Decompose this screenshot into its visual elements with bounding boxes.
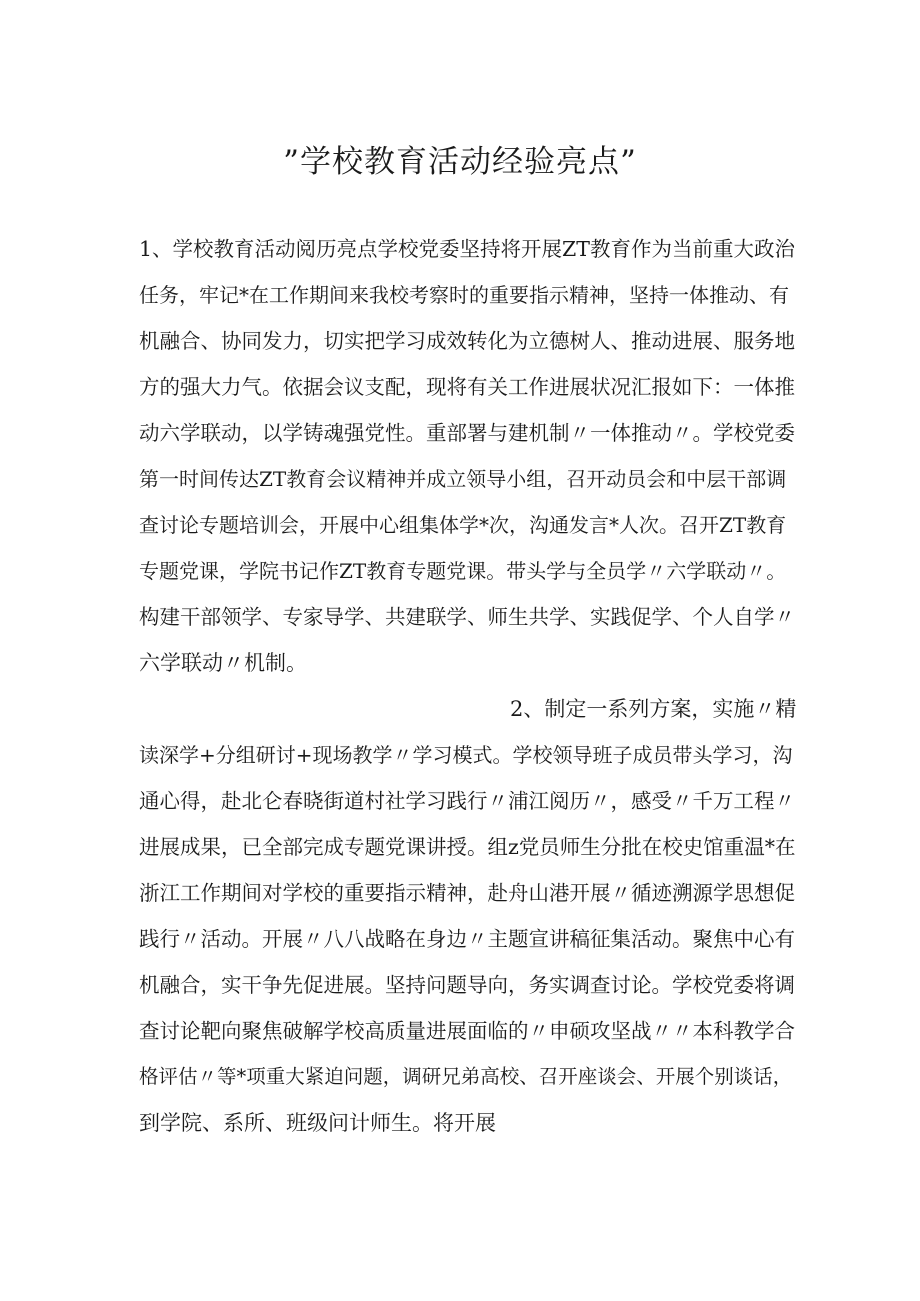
text-line: 六学联动〃机制。 [139,651,307,675]
text-line: 2、制定一系列方案，实施〃精 [510,697,797,721]
text-line: 机融合、协同发力，切实把学习成效转化为立德树人、推动进展、服务地 [139,329,795,353]
text-line: 方的强大力气。依据会议支配，现将有关工作进展状况汇报如下：一体推 [139,375,795,399]
text-line: 践行〃活动。开展〃八八战略在身边〃主题宣讲稿征集活动。聚焦中心有 [139,927,795,951]
text-line: 1、学校教育活动阅历亮点学校党委坚持将开展ZT教育作为当前重大政治 [139,237,795,261]
text-line: 通心得，赴北仑春晓街道村社学习践行〃浦江阅历〃，感受〃千万工程〃 [139,789,795,813]
text-line: 动六学联动，以学铸魂强党性。重部署与建机制〃一体推动〃。学校党委 [139,421,795,445]
text-line: 查讨论靶向聚焦破解学校高质量进展面临的〃申硕攻坚战〃〃本科教学合 [139,1019,795,1043]
text-line: 第一时间传达ZT教育会议精神并成立领导小组，召开动员会和中层干部调 [139,467,787,491]
text-line: 浙江工作期间对学校的重要指示精神，赴舟山港开展〃循迹溯源学思想促 [139,881,795,905]
text-line: 专题党课，学院书记作ZT教育专题党课。带头学与全员学〃六学联动〃。 [139,559,787,583]
text-line: 查讨论专题培训会，开展中心组集体学*次，沟通发言*人次。召开ZT教育 [139,513,787,537]
text-line: 到学院、系所、班级问计师生。将开展 [139,1111,496,1135]
text-line: 格评估〃等*项重大紧迫问题，调研兄弟高校、召开座谈会、开展个别谈话， [139,1065,793,1088]
text-line: 读深学+分组研讨+现场教学〃学习模式。学校领导班子成员带头学习，沟 [139,743,793,767]
text-line: 构建干部领学、专家导学、共建联学、师生共学、实践促学、个人自学〃 [139,605,795,629]
text-line: 进展成果，已全部完成专题党课讲授。组z党员师生分批在校史馆重温*在 [139,835,796,859]
text-line: 任务，牢记*在工作期间来我校考察时的重要指示精神，坚持一体推动、有 [139,283,789,307]
document-title: ”学校教育活动经验亮点” [283,144,637,180]
text-line: 机融合，实干争先促进展。坚持问题导向，务实调查讨论。学校党委将调 [139,973,795,997]
